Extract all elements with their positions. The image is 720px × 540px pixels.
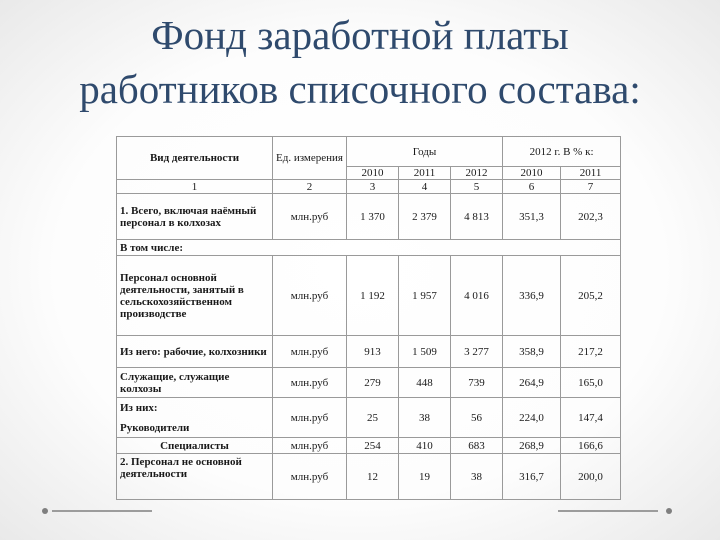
row-pct-2011: 166,6 [561, 438, 621, 454]
row-pct-2010: 268,9 [503, 438, 561, 454]
row-unit: млн.руб [273, 438, 347, 454]
row-pct-2010: 316,7 [503, 454, 561, 500]
row-value-2011: 2 379 [399, 194, 451, 240]
row-label: 1. Всего, включая наёмный персонал в колхозах [117, 194, 273, 240]
row-label [117, 398, 273, 438]
header-year-2011: 2011 [399, 167, 451, 180]
row-pct-2011: 147,4 [561, 398, 621, 438]
col-number-4: 4 [399, 180, 451, 194]
table-row [117, 454, 621, 500]
row-pct-2011: 217,2 [561, 336, 621, 368]
row-value-2012: 739 [451, 368, 503, 398]
row-label: Персонал основной деятельности, занятый в сельскохозяйственном производстве [117, 256, 273, 336]
row-pct-2011: 200,0 [561, 454, 621, 500]
payroll-table [116, 136, 621, 500]
right-ornament [558, 500, 678, 522]
row-value-2010: 254 [347, 438, 399, 454]
row-unit: млн.руб [273, 256, 347, 336]
table-row [117, 368, 621, 398]
row-unit: млн.руб [273, 336, 347, 368]
row-value-2012: 683 [451, 438, 503, 454]
row-value-2010: 913 [347, 336, 399, 368]
header-unit: Ед. измерения [273, 137, 347, 180]
row-label: Из него: рабочие, колхозники [117, 336, 273, 368]
row-value-2011: 19 [399, 454, 451, 500]
row-value-2011: 1 957 [399, 256, 451, 336]
table-row [117, 438, 621, 454]
row-label: В том числе: [117, 240, 621, 256]
row-pct-2010: 264,9 [503, 368, 561, 398]
col-number-2: 2 [273, 180, 347, 194]
row-unit: млн.руб [273, 454, 347, 500]
row-value-2012: 56 [451, 398, 503, 438]
row-value-2012: 38 [451, 454, 503, 500]
header-year-2012: 2012 [451, 167, 503, 180]
row-value-2010: 12 [347, 454, 399, 500]
row-label: Служащие, служащие колхозы [117, 368, 273, 398]
header-pct-2011: 2011 [561, 167, 621, 180]
col-number-6: 6 [503, 180, 561, 194]
row-label-name: Руководители [120, 421, 190, 434]
left-ornament [42, 500, 162, 522]
table-row [117, 336, 621, 368]
row-pct-2010: 224,0 [503, 398, 561, 438]
row-value-2010: 279 [347, 368, 399, 398]
col-number-1: 1 [117, 180, 273, 194]
title-line-2: работников списочного состава: [79, 66, 641, 112]
row-pct-2011: 205,2 [561, 256, 621, 336]
row-pct-2011: 202,3 [561, 194, 621, 240]
row-value-2011: 410 [399, 438, 451, 454]
row-unit: млн.руб [273, 194, 347, 240]
header-activity: Вид деятельности [117, 137, 273, 180]
row-label: 2. Персонал не основной деятельности [117, 454, 273, 500]
row-value-2012: 4 016 [451, 256, 503, 336]
header-years: Годы [347, 137, 503, 167]
row-value-2012: 4 813 [451, 194, 503, 240]
row-value-2011: 448 [399, 368, 451, 398]
header-pct-2010: 2010 [503, 167, 561, 180]
row-value-2011: 1 509 [399, 336, 451, 368]
table-row [117, 256, 621, 336]
header-year-2010: 2010 [347, 167, 399, 180]
row-value-2010: 25 [347, 398, 399, 438]
col-number-5: 5 [451, 180, 503, 194]
row-pct-2010: 358,9 [503, 336, 561, 368]
row-unit: млн.руб [273, 398, 347, 438]
row-value-2010: 1 192 [347, 256, 399, 336]
row-pct-2011: 165,0 [561, 368, 621, 398]
row-label: Специалисты [117, 438, 273, 454]
col-number-3: 3 [347, 180, 399, 194]
table-row [117, 194, 621, 240]
col-number-7: 7 [561, 180, 621, 194]
row-value-2011: 38 [399, 398, 451, 438]
table-row [117, 240, 621, 256]
table-row [117, 398, 621, 438]
row-pct-2010: 336,9 [503, 256, 561, 336]
row-pct-2010: 351,3 [503, 194, 561, 240]
row-label-subheading: Из них: [120, 401, 158, 414]
row-value-2010: 1 370 [347, 194, 399, 240]
slide-title [0, 8, 720, 116]
header-pct: 2012 г. В % к: [503, 137, 621, 167]
title-line-1: Фонд заработной платы [151, 12, 569, 58]
row-value-2012: 3 277 [451, 336, 503, 368]
row-unit: млн.руб [273, 368, 347, 398]
